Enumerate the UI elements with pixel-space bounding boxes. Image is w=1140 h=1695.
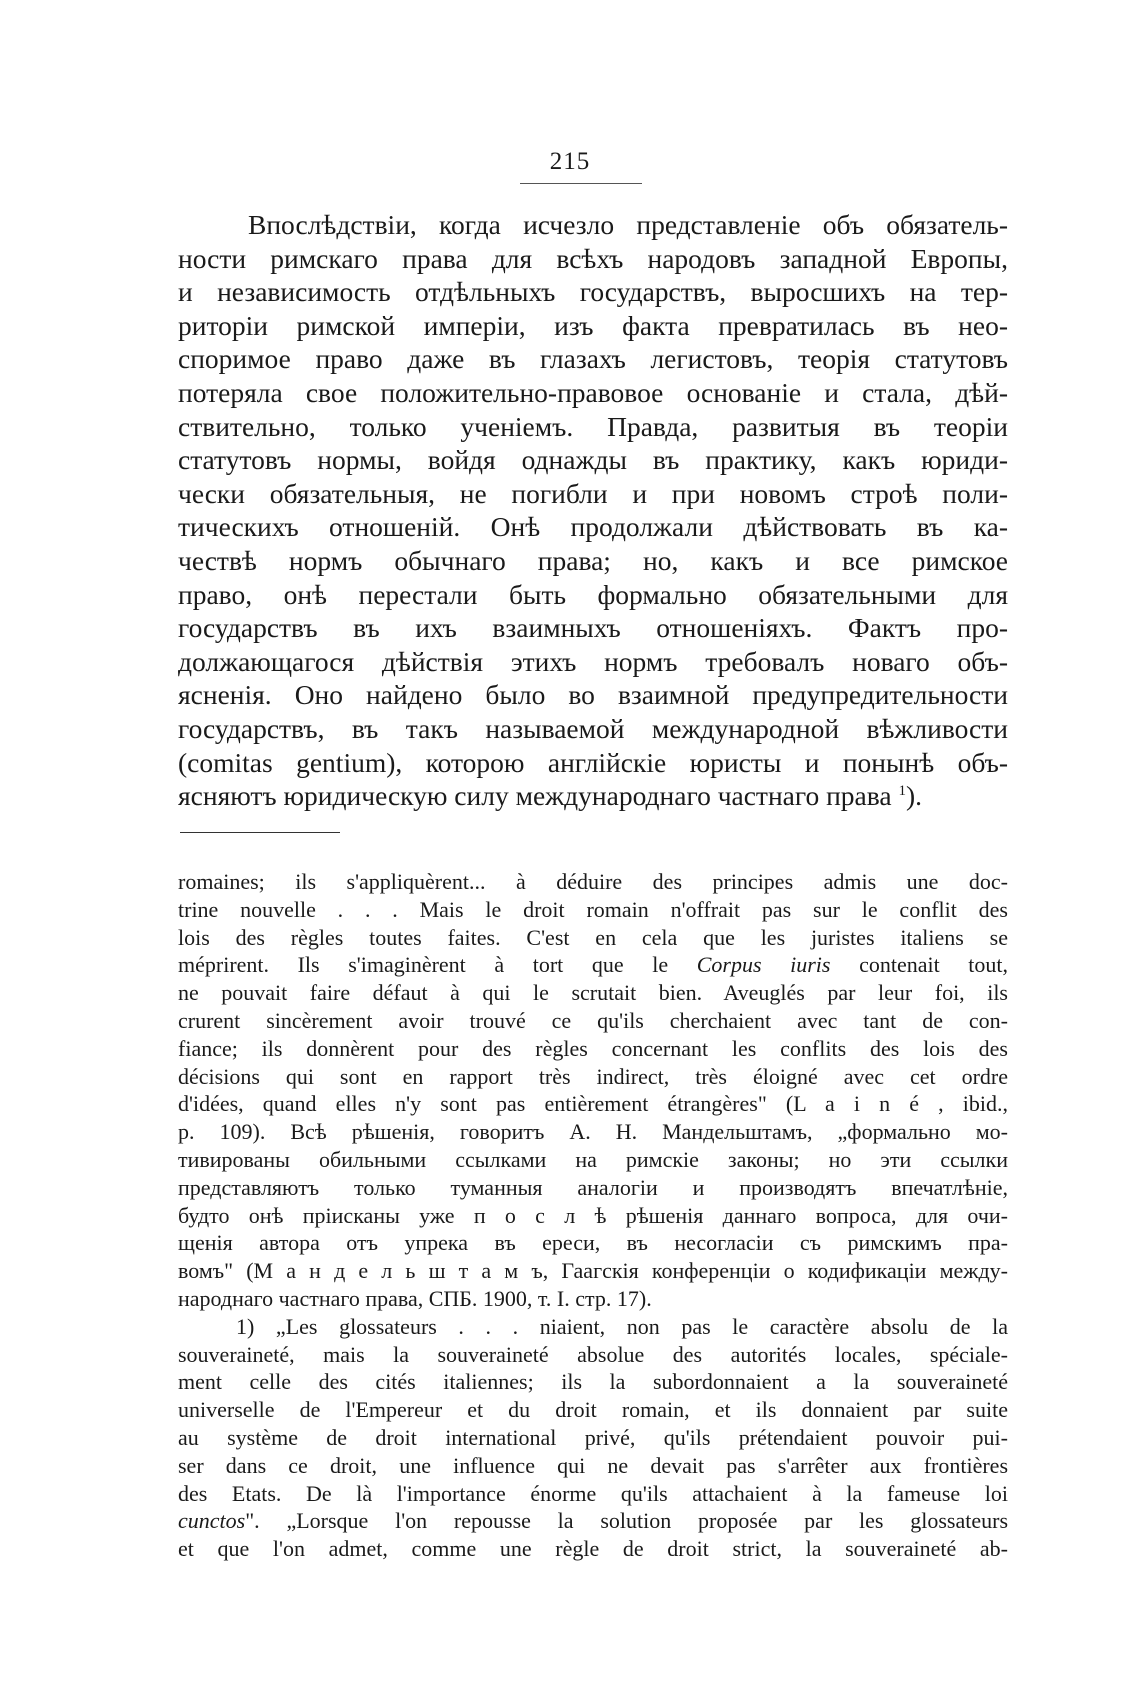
footnote-line: ser dans ce droit, une influence qui ne devait pas s'arrêter aux frontières xyxy=(178,1452,1008,1478)
footnote-line: ne pouvait faire défaut à qui le scrutait bien. Aveuglés par leur foi, ils xyxy=(178,980,1008,1006)
text-line: государствъ въ ихъ взаимныхъ отношеніяхъ. Фактъ про- xyxy=(178,612,1008,644)
text-line: государствъ, въ такъ называемой международной вѣжливости xyxy=(178,712,1008,744)
text-line: право, онѣ перестали быть формально обязательными для xyxy=(178,578,1008,610)
text-line: потеряла свое положительно-правовое основаніе и стала, дѣй- xyxy=(178,376,1008,408)
text-line-content: ясняютъ юридическую силу международнаго частнаго права xyxy=(178,780,892,812)
footnote-line-text: „Lorsque l'on repousse la solution proposée par les glossateurs xyxy=(286,1508,1009,1534)
footnote-line: p. 109). Всѣ рѣшенія, говоритъ А. Н. Мандельштамъ, „формально мо- xyxy=(178,1119,1008,1145)
page-number: 215 xyxy=(549,148,591,175)
footnote-line: des Etats. De là l'importance énorme qu'ils attachaient à la fameuse loi xyxy=(178,1480,1008,1506)
text-line: чески обязательныя, не погибли и при новомъ строѣ поли- xyxy=(178,477,1008,509)
footnote-quote-close: ". xyxy=(245,1508,260,1534)
main-text xyxy=(178,208,1008,813)
text-line: должающагося дѣйствія этихъ нормъ требовалъ новаго объ- xyxy=(178,645,1008,677)
footnote-line-tail: contenait tout, xyxy=(859,952,1009,978)
footnote-line: fiance; ils donnèrent pour des règles concernant les conflits des lois des xyxy=(178,1035,1008,1061)
italic-cunctos: cunctos xyxy=(178,1508,246,1534)
footnote-line: universelle de l'Empereur et du droit romain, et ils donnaient par suite xyxy=(178,1397,1008,1423)
footnote-line: souveraineté, mais la souveraineté absolue des autorités locales, spéciale- xyxy=(178,1341,1008,1367)
text-line: Впослѣдствіи, когда исчезло представленіе объ обязатель- xyxy=(248,209,1008,240)
footnote-line-text: méprirent. Ils s'imaginèrent à tort que le xyxy=(178,952,669,978)
footnote-line xyxy=(178,1507,1008,1535)
footnote-line: décisions qui sont en rapport très indirect, très éloigné avec cet ordre xyxy=(178,1063,1008,1089)
footnote-line: народнаго частнаго права, СПБ. 1900, т. I. стр. 17). xyxy=(178,1285,652,1311)
footnote-line xyxy=(178,951,1008,979)
footnote-rule xyxy=(180,832,340,833)
footnote-line: ment celle des cités italiennes; ils la subordonnaient a la souveraineté xyxy=(178,1369,1008,1395)
text-line-last xyxy=(178,779,1008,813)
footnote-line: будто онѣ пріисканы уже п о с л ѣ рѣшенія даннаго вопроса, для очи- xyxy=(178,1202,1008,1228)
italic-corpus-iuris: Corpus iuris xyxy=(696,952,831,978)
footnote-line: представляютъ только туманныя аналогіи и производятъ впечатлѣніе, xyxy=(178,1174,1008,1200)
text-line: (comitas gentium), которою англійскіе юристы и понынѣ объ- xyxy=(178,746,1008,778)
text-line: ствительно, только ученіемъ. Правда, развитыя въ теоріи xyxy=(178,410,1008,442)
footnote-line: romaines; ils s'appliquèrent... à déduire des principes admis une doc- xyxy=(178,869,1008,894)
footnote-line: au système de droit international privé, qu'ils prétendaient pouvoir pui- xyxy=(178,1424,1008,1450)
text-line: статутовъ нормы, войдя однажды въ практику, какъ юриди- xyxy=(178,444,1008,476)
text-line: споримое право даже въ глазахъ легистовъ, теорія статутовъ xyxy=(178,343,1008,375)
footnote-line: щенія автора отъ упрека въ ереси, въ несогласіи съ римскимъ пра- xyxy=(178,1230,1008,1256)
text-line-closing: ). xyxy=(905,780,923,812)
footnote-line: вомъ" (М а н д е л ь ш т а м ъ, Гаагскія конференціи о кодификаціи между- xyxy=(178,1258,1008,1284)
text-line: тическихъ отношеній. Онѣ продолжали дѣйствовать въ ка- xyxy=(178,511,1008,543)
footnotes xyxy=(178,868,1008,1563)
text-line: чествѣ нормъ обычнаго права; но, какъ и все римское xyxy=(178,544,1008,576)
text-line: и независимость отдѣльныхъ государствъ, выросшихъ на тер- xyxy=(178,276,1008,308)
footnote-line: crurent sincèrement avoir trouvé ce qu'ils cherchaient avec tant de con- xyxy=(178,1007,1008,1033)
footnote-1-start: 1) „Les glossateurs . . . niaient, non pas le caractère absolu de la xyxy=(236,1313,1008,1339)
text-line: ности римскаго права для всѣхъ народовъ западной Европы, xyxy=(178,242,1008,274)
footnote-line: et que l'on admet, comme une règle de droit strict, la souveraineté ab- xyxy=(178,1536,1008,1562)
footnote-line: trine nouvelle . . . Mais le droit romain n'offrait pas sur le conflit des xyxy=(178,896,1008,922)
footnote-line: lois des règles toutes faites. C'est en cela que les juristes italiens se xyxy=(178,924,1008,950)
footnote-line: тивированы обильными ссылками на римскіе законы; но эти ссылки xyxy=(178,1146,1008,1172)
text-line: риторіи римской имперіи, изъ факта превратилась въ нео- xyxy=(178,309,1008,341)
text-line: ясненія. Оно найдено было во взаимной предупредительности xyxy=(178,679,1008,711)
footnote-marker[interactable]: 1 xyxy=(898,782,906,799)
footnote-line: d'idées, quand elles n'y sont pas entièrement étrangères" (L a i n é , ibid., xyxy=(178,1091,1008,1117)
page-number-rule xyxy=(520,183,642,184)
